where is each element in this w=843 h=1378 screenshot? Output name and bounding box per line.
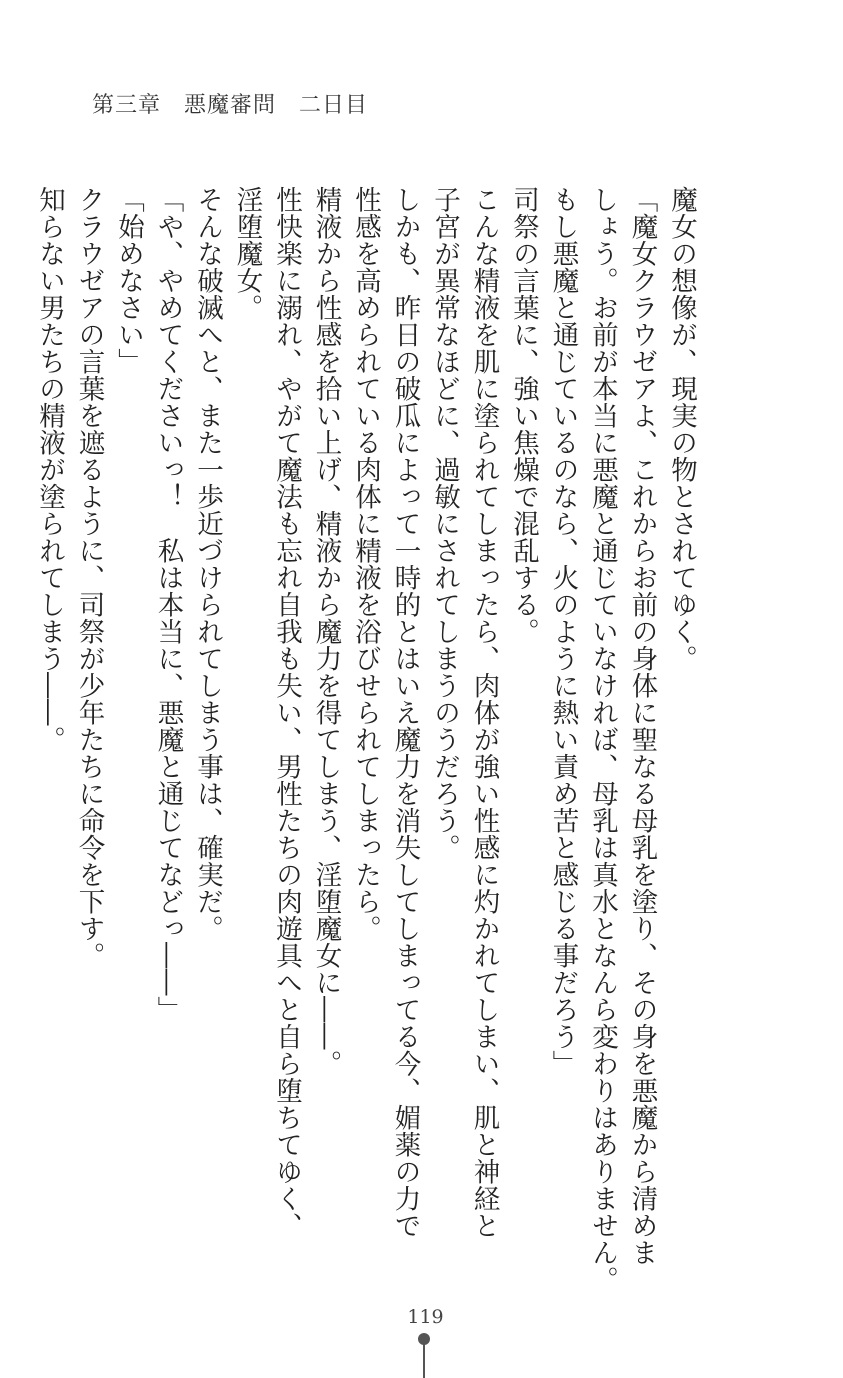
- text-line: こんな精液を肌に塗られてしまったら、肉体が強い性感に灼かれてしまい、肌と神経と: [468, 186, 500, 1239]
- text-line: 性快楽に溺れ、やがて魔法も忘れ自我も失い、男性たちの肉遊具へと自ら堕ちてゆく、: [271, 186, 302, 1239]
- text-line: 知らない男たちの精液が塗られてしまう――。: [34, 186, 65, 753]
- page-number: 119: [407, 1306, 444, 1328]
- text-line: 「魔女クラウゼアよ、これからお前の身体に聖なる母乳を塗り、その身を悪魔から清めま: [626, 186, 658, 1266]
- running-head: 第三章 悪魔審問 二日目: [92, 93, 369, 118]
- text-line: 精液から性感を拾い上げ、精液から魔力を得てしまう、淫堕魔女に――。: [310, 186, 342, 1077]
- text-line: 性感を高められている肉体に精液を浴びせられてしまったら。: [350, 186, 381, 942]
- text-line: 「始めなさい」: [113, 186, 144, 375]
- text-line: 魔女の想像が、現実の物とされてゆく。: [666, 186, 697, 672]
- text-line: もし悪魔と通じているのなら、火のように熱い責め苦と感じる事だろう」: [547, 186, 579, 1077]
- page-footer: [0, 1306, 843, 1378]
- text-line: 「や、やめてくださいっ！ 私は本当に、悪魔と通じてなどっ――」: [152, 186, 184, 1023]
- text-line: そんな破滅へと、また一歩近づけられてしまう事は、確実だ。: [192, 186, 223, 942]
- text-line: しょう。お前が本当に悪魔と通じていなければ、母乳は真水となんら変わりはありません。: [587, 186, 618, 1293]
- text-line: 司祭の言葉に、強い焦燥で混乱する。: [508, 186, 539, 645]
- text-line: 淫堕魔女。: [231, 186, 263, 321]
- body-text: [30, 186, 702, 1293]
- text-line: しかも、昨日の破瓜によって一時的とはいえ魔力を消失してしまってる今、媚薬の力で: [389, 186, 421, 1239]
- text-line: クラウゼアの言葉を遮るように、司祭が少年たちに命令を下す。: [73, 186, 105, 969]
- text-line: 子宮が異常なほどに、過敏にされてしまうのうだろう。: [429, 186, 460, 861]
- page-marker-line: [423, 1344, 425, 1378]
